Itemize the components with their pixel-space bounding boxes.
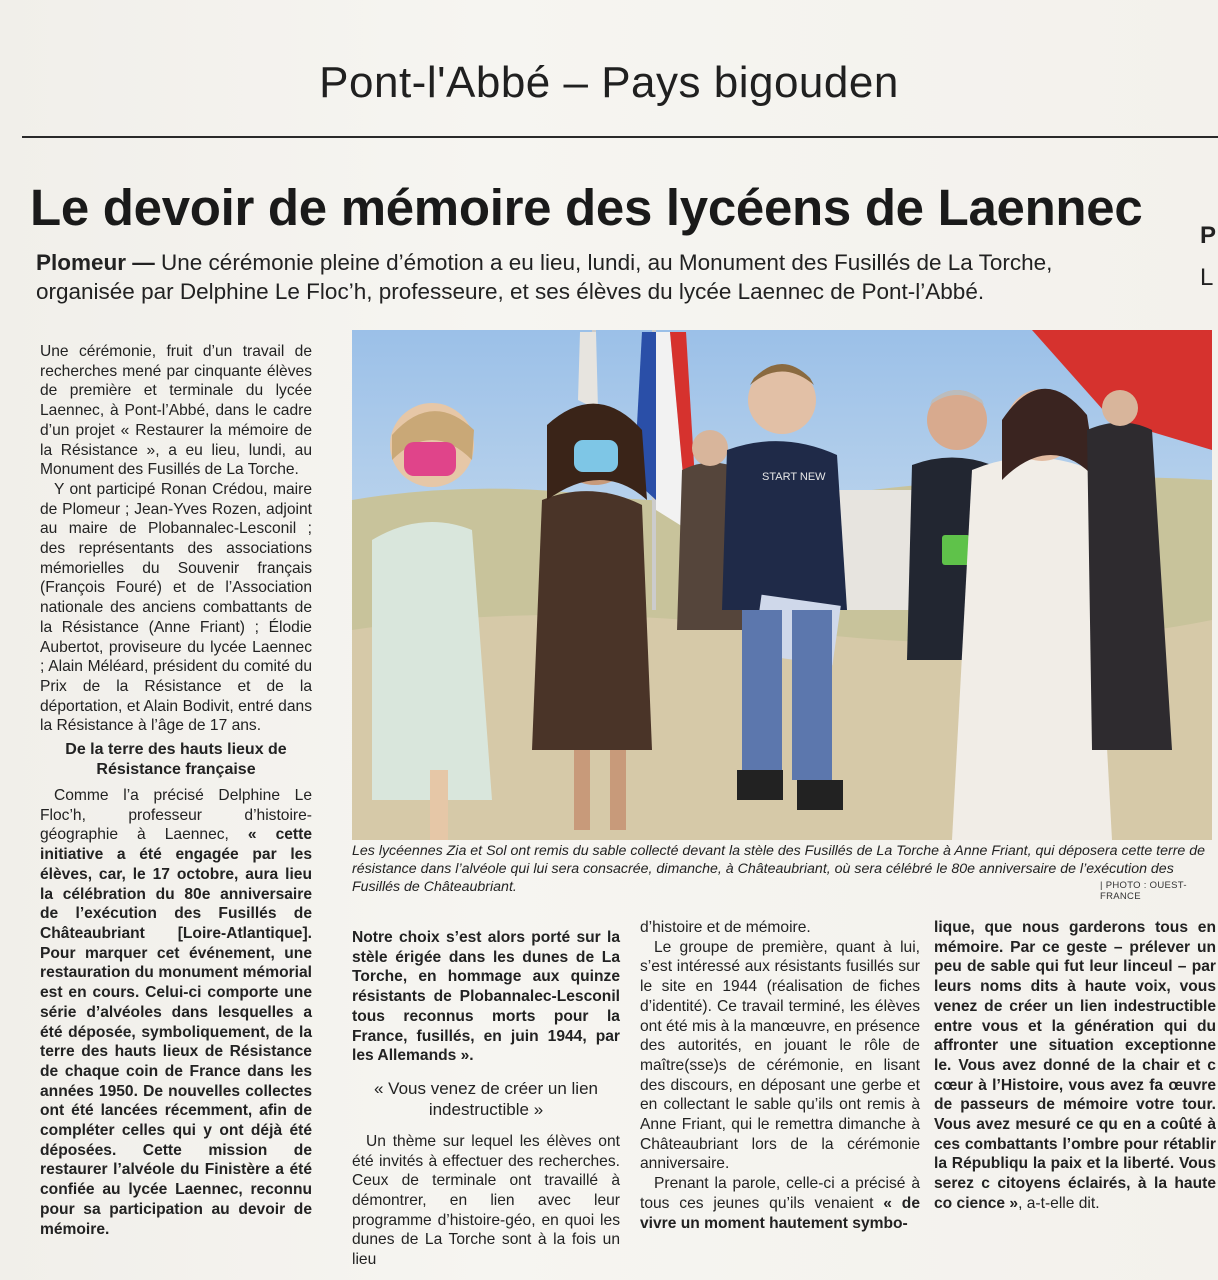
adjacent-article-fragment: P [1200,222,1217,249]
article-headline: Le devoir de mémoire des lycéens de Laennec [30,179,1143,236]
paragraph [40,786,312,1239]
subheading: « Vous venez de créer un lien indestructible » [374,1078,598,1119]
paragraph: Le groupe de première, quant à lui, s’est intéressé aux résistants fusillés sur le site en 1944 (réalisation de fiches d’identité). Ce travail terminé, les élèves ont été mis à la manœuvre, en présence des autorités, en jouant le rôle de maître(sse)s de cérémonie, en lisant des discours, en déposant une gerbe et en collectant le sable qu’ils ont remis à Anne Friant, qui le remettra dimanche à Châteaubriant lors de la cérémonie anniversaire. [640,938,920,1173]
person-boy [722,441,847,610]
quote-text: « de vivre un moment hautement symbo- [640,1194,920,1232]
article-column-4 [934,918,1216,1258]
article-column-3 [640,918,920,1233]
lead-location: Plomeur — [36,250,155,275]
section-divider [22,136,1218,138]
person-girl-middle [532,491,652,750]
ceremony-photo-illustration [352,330,1212,840]
subheading: De la terre des hauts lieux de Résistance française [65,741,287,779]
article-photo [352,330,1212,840]
paragraph: Une cérémonie, fruit d’un travail de recherches mené par cinquante élèves de première et terminale du lycée Laennec, à Pont-l’Abbé, dans le cadre d’un projet « Restaurer la mémoire de la Résistance », a eu lieu, lundi, au Monument des Fusillés de La Torche. [40,343,312,479]
paragraph: Y ont participé Ronan Crédou, maire de Plomeur ; Jean-Yves Rozen, adjoint au maire de Plobannalec-Lesconil ; des représentants des associations mémorielles du Souvenir français (François Fouré) et de l’Association nationale des anciens combattants de la Résistance (Anne Friant) ; Élodie Aubertot, proviseure du lycée Laennec ; Alain Méléard, président du comité du Prix de la Résistance et de la déportation, et Alain Bodivit, entré dans la Résistance à l’âge de 17 ans. [40,480,312,735]
paragraph-text: Comme l’a précisé Delphine Le Floc’h, professeur d’histoire-géographie à Laennec, [40,787,312,844]
paragraph [640,1174,920,1233]
face-mask-pink [404,442,456,476]
photo-credit: | PHOTO : OUEST-FRANCE [1100,880,1187,902]
paragraph-text: Prenant la parole, celle-ci a précisé à tous ces jeunes qu’ils venaient [640,1175,920,1212]
face-mask-blue [574,440,618,472]
paragraph: Un thème sur lequel les élèves ont été invités à effectuer des recherches. Ceux de terminale ont travaillé à démontrer, en lien avec leur programme d’histoire-géo, en quoi les dunes de La Torche sont à la fois un lieu [352,1132,620,1269]
quote-text: lique, que nous garderons tous en mémoire. Par ce geste – prélever un peu de sable qui fut leur linceul – par leurs noms dits à haute voix, vous venez de créer un lien indestructible entre vous et la génération qui du affronter une situation exceptionne le. Vous avez donné de la chair et c cœur à l’Histoire, vous avez fa œuvre de passeurs de mémoire votre tour. Vous avez mesuré ce qu en a coûté à ces combattants l’ombre pour rétablir la Républiqu la paix et la liberté. Vous serez c citoyens éclairés, à la haute co cience » [934,919,1216,1212]
lead-text: Une cérémonie pleine d’émotion a eu lieu, lundi, au Monument des Fusillés de La Torche, organisée par Delphine Le Floc’h, professeure, et ses élèves du lycée Laennec de Pont-l’Abbé. [36,250,1053,304]
article-column-2 [352,928,620,1270]
photo-caption: Les lycéennes Zia et Sol ont remis du sable collecté devant la stèle des Fusillés de La Torche à Anne Friant, qui déposera cette terre de résistance dans l’alvéole qui lui sera consacrée, dimanche, à Châteaubriant, où sera célébré le 80e anniversaire de l’exécution des Fusillés de Châteaubriant. [352,843,1206,895]
paragraph [934,918,1216,1214]
paragraph: d’histoire et de mémoire. [640,919,811,936]
section-title: Pont-l'Abbé – Pays bigouden [319,58,899,107]
quote-text: « cette initiative a été engagée par les élèves, car, le 17 octobre, aura lieu la célébration du 80e anniversaire de l’exécution des Fusillés de Châteaubriant [Loire-Atlantique]. Pour marquer cet événement, une restauration du monument mémorial est en cours. Celui-ci comporte une série d’alvéoles dans lesquelles a été déposée, symboliquement, de la terre des hauts lieux de Résistance de chaque coin de France dans les années 1950. De nouvelles collectes ont été lancées récemment, afin de compléter celles qui y ont déjà été déposées. Cette mission de restaurer l’alvéole du Finistère a été confiée au lycée Laennec, reconnu pour sa participation au devoir de mémoire. [40,826,312,1238]
article-column-1 [40,342,312,1239]
person-man-right [1087,423,1172,751]
article-lead [36,248,1066,306]
adjacent-article-fragment: L [1200,264,1214,291]
person-woman [952,458,1112,841]
person-girl-left [372,522,492,800]
quote-text: Notre choix s’est alors porté sur la stèle érigée dans les dunes de La Torche, en hommage aux quinze résistants de Plobannalec-Lesconil tous reconnus morts pour la France, fusillés, en juin 1944, par les Allemands ». [352,929,620,1065]
paragraph-text: , a-t-elle dit. [1018,1194,1100,1212]
green-sand-jar [942,535,970,565]
sweater-print: START NEW [762,471,826,483]
